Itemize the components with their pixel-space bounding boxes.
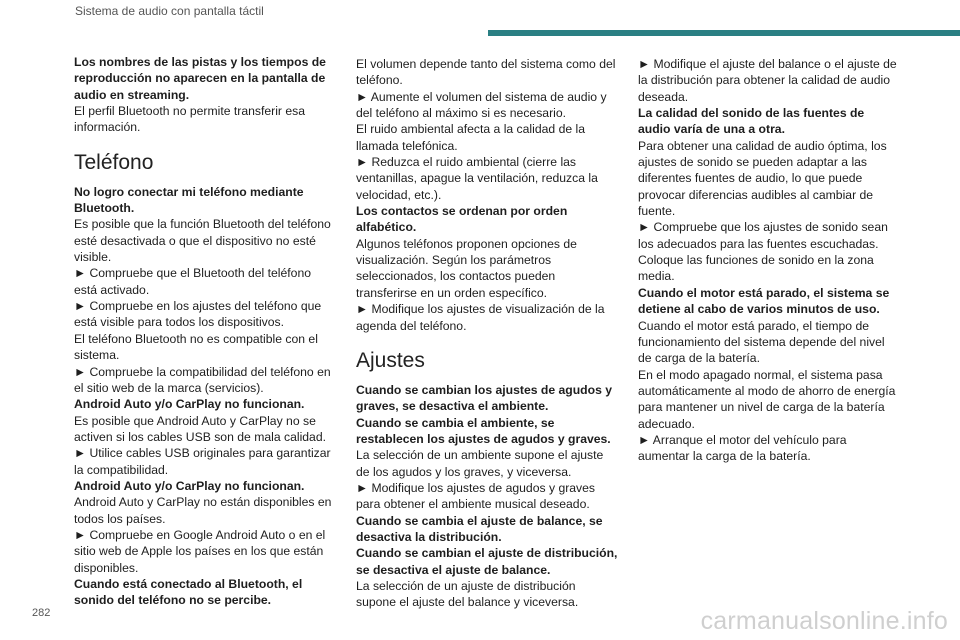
question-text: Android Auto y/o CarPlay no funcionan. <box>74 397 305 412</box>
paragraph: Para obtener una calidad de audio óptima, los ajustes de sonido se pueden adaptar a las diferentes fuentes de audio, lo que puede provocar diferencias audibles al cambiar de fuente. <box>638 138 887 219</box>
paragraph: ► Compruebe en los ajustes del teléfono que está visible para todos los dispositivos. <box>74 299 322 330</box>
paragraph: El perfil Bluetooth no permite transferir esa información. <box>74 104 305 135</box>
paragraph: Algunos teléfonos proponen opciones de visualización. Según los parámetros seleccionados, los contactos pueden transferirse en un orden específico. <box>356 236 577 300</box>
paragraph: ► Compruebe en Google Android Auto o en el sitio web de Apple los países en los que están disponibles. <box>74 527 326 575</box>
paragraph: El teléfono Bluetooth no es compatible con el sistema. <box>74 331 318 363</box>
paragraph: ► Aumente el volumen del sistema de audio y del teléfono al máximo si es necesario. <box>356 89 607 121</box>
paragraph: ► Modifique el ajuste del balance o el ajuste de la distribución para obtener la calidad de audio deseada. <box>638 57 897 104</box>
header-accent-bar <box>488 30 960 36</box>
question-text: Cuando el motor está parado, el sistema se detiene al cabo de varios minutos de uso. <box>638 285 890 317</box>
question-text: Android Auto y/o CarPlay no funcionan. <box>74 478 305 493</box>
section-heading: Teléfono <box>74 150 154 174</box>
paragraph: ► Reduzca el ruido ambiental (cierre las ventanillas, apague la ventilación, reduzca la velocidad, etc.). <box>356 155 598 202</box>
question-text: Cuando está conectado al Bluetooth, el sonido del teléfono no se percibe. <box>74 576 303 608</box>
question-text: Los contactos se ordenan por orden alfabético. <box>356 204 568 235</box>
paragraph: La selección de un ambiente supone el ajuste de los agudos y los graves, y viceversa. <box>356 448 604 479</box>
watermark: carmanualsonline.info <box>700 607 948 635</box>
paragraph: ► Modifique los ajustes de agudos y graves para obtener el ambiente musical deseado. <box>356 480 596 512</box>
paragraph: ► Compruebe que el Bluetooth del teléfono está activado. <box>74 266 312 297</box>
paragraph: Es posible que la función Bluetooth del teléfono esté desactivada o que el dispositivo no esté visible. <box>74 217 331 265</box>
paragraph: El volumen depende tanto del sistema como del teléfono. <box>356 57 616 88</box>
question-text: Cuando se cambian el ajuste de distribución, se desactiva el ajuste de balance. <box>356 546 618 577</box>
paragraph: ► Utilice cables USB originales para garantizar la compatibilidad. <box>74 446 331 477</box>
column-2 <box>356 56 618 611</box>
paragraph: ► Modifique los ajustes de visualización de la agenda del teléfono. <box>356 302 605 333</box>
paragraph: ► Compruebe la compatibilidad del teléfono en el sitio web de la marca (servicios). <box>74 364 331 395</box>
paragraph: ► Arranque el motor del vehículo para aumentar la carga de la batería. <box>638 432 847 464</box>
question-text: Cuando se cambia el ambiente, se restablecen los ajustes de agudos y graves. <box>356 415 611 446</box>
question-text: Cuando se cambia el ajuste de balance, se desactiva la distribución. <box>356 513 603 544</box>
column-3 <box>638 56 900 465</box>
paragraph: ► Compruebe que los ajustes de sonido sean los adecuados para las fuentes escuchadas. Coloque las funciones de sonido en la zona media. <box>638 220 888 284</box>
question-text: La calidad del sonido de las fuentes de audio varía de una a otra. <box>638 106 865 137</box>
paragraph: La selección de un ajuste de distribución supone el ajuste del balance y viceversa. <box>356 578 579 610</box>
column-1 <box>74 54 336 609</box>
paragraph: Es posible que Android Auto y CarPlay no se activen si los cables USB son de mala calidad. <box>74 413 327 444</box>
question-text: No logro conectar mi teléfono mediante Bluetooth. <box>74 184 304 216</box>
paragraph: Cuando el motor está parado, el tiempo de funcionamiento del sistema depende del nivel de carga de la batería. <box>638 318 885 366</box>
question-text: Los nombres de las pistas y los tiempos de reproducción no aparecen en la pantalla de audio en streaming. <box>74 55 326 102</box>
header-title: Sistema de audio con pantalla táctil <box>75 4 264 18</box>
question-text: Cuando se cambian los ajustes de agudos y graves, se desactiva el ambiente. <box>356 382 613 414</box>
paragraph: Android Auto y CarPlay no están disponibles en todos los países. <box>74 495 332 526</box>
paragraph: En el modo apagado normal, el sistema pasa automáticamente al modo de ahorro de energía para mantener un nivel de carga de la batería adecuado. <box>638 367 896 431</box>
page-number: 282 <box>32 607 51 619</box>
section-heading: Ajustes <box>356 348 425 372</box>
paragraph: El ruido ambiental afecta a la calidad de la llamada telefónica. <box>356 122 585 153</box>
